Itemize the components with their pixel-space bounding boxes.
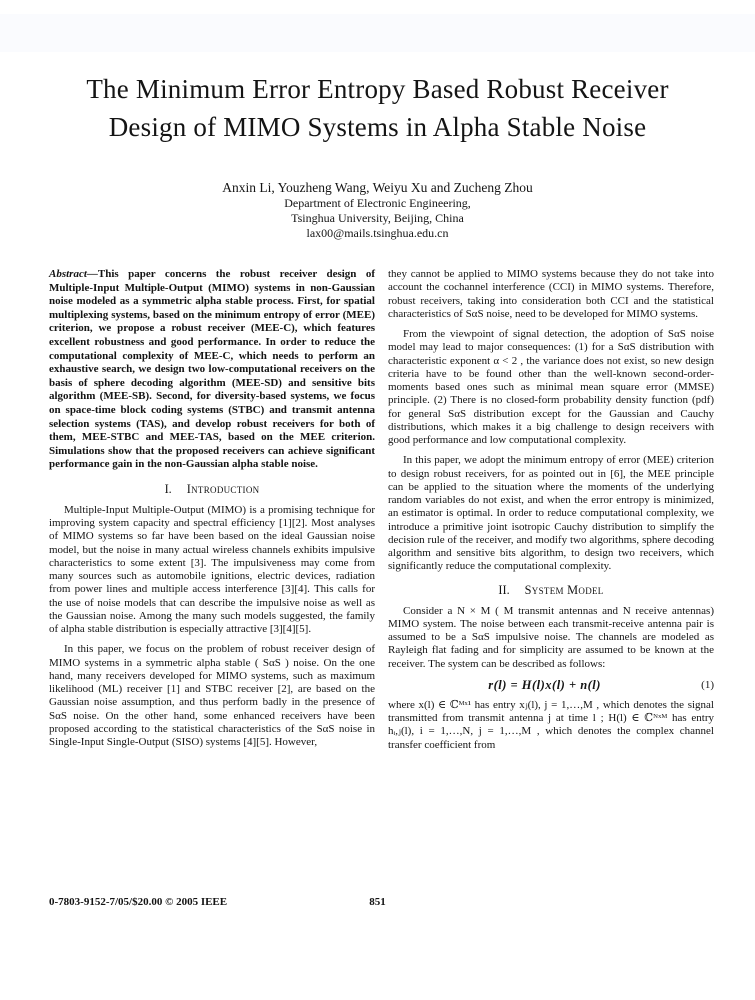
system-model-paragraph-2: where x(l) ∈ ℂᴹˣ¹ has entry xⱼ(l), j = 1,…,M , which denotes the signal transmitted from transmit antenna j at time l ; H(l) ∈ ℂᴺˣᴹ has entry hᵢ,ⱼ(l), i = 1,…,N, j = 1,…,M , which denotes the complex channel transfer coefficient from [388, 698, 714, 751]
page-number: 851 [369, 896, 386, 908]
equation-1-number: (1) [701, 679, 714, 692]
paper-title [50, 70, 705, 146]
equation-1-body: r(l) = H(l)x(l) + n(l) [488, 677, 601, 692]
section-title: Introduction [186, 481, 260, 496]
affiliation-department: Department of Electronic Engineering, [284, 196, 471, 210]
author-block [0, 179, 755, 241]
equation-1 [388, 678, 714, 693]
introduction-paragraph-3: From the viewpoint of signal detection, the adoption of SαS noise model may lead to major consequences: (1) for a SαS distribution with characteristic exponent α < 2 , the variance does not exist, so new design criteria have to be found other than the well-known second-order-moments based ones such as minimal mean square error (MMSE) principle. (2) There is no closed-form probability density function (pdf) for general SαS distribution except for the Gaussian and Cauchy distributions, which makes it a big challenge to design receivers with good performance and low computational complexity. [388, 328, 714, 446]
section-heading-introduction [49, 482, 375, 497]
introduction-paragraph-2-continued: they cannot be applied to MIMO systems because they do not take into account the cochannel interference (CCI) in MIMO systems. Therefore, robust receivers, taking into consideration both CCI and the statistical characteristics of SαS noise, need to be developed for MIMO systems. [388, 268, 714, 320]
paper-title-line1: The Minimum Error Entropy Based Robust Receiver [86, 74, 669, 104]
two-column-body [49, 268, 714, 759]
abstract-paragraph [49, 268, 375, 472]
section-title: System Model [524, 582, 604, 597]
authors-line: Anxin Li, Youzheng Wang, Weiyu Xu and Zucheng Zhou [222, 180, 533, 195]
abstract-text: This paper concerns the robust receiver design of Multiple-Input Multiple-Output (MIMO) systems in non-Gaussian noise modeled as a symmetric alpha stable process. First, for spatial multiplexing systems, based on the minimum entropy of error (MEE) criterion, we propose a robust receiver (MEE-C), which features excellent robustness and good performance. In order to reduce the computational complexity of MEE-C, which needs to perform an exhaustive search, we design two low-computational receivers on the basis of sphere decoding algorithm (MEE-SD) and sensitive bits algorithm (MEE-SB). Second, for diversity-based systems, we focus on space-time block coding systems (STBC) and transmit antenna selection systems (TAS), and develop robust receivers for both of them, MEE-STBC and MEE-TAS, based on the MEE criterion. Simulations show that the proposed receivers can achieve significant performance gain in the non-Gaussian alpha stable noise. [49, 268, 375, 471]
left-column [49, 268, 375, 759]
introduction-paragraph-4: In this paper, we adopt the minimum entropy of error (MEE) criterion to design robust receivers, for as pointed out in [6], the MEE principle can be applied to the situation where the moments of the underlying random variables do not exist, and when the error entropy is minimized, an estimator is optimal. In order to reduce computational complexity, we introduce a primitive joint isotropic Cauchy distribution to simplify the decision rule of the receiver, and modify two algorithms, sphere decoding algorithm and sensitive bits algorithm, to design two receivers, which significantly reduce the computational complexity. [388, 454, 714, 573]
contact-email: lax00@mails.tsinghua.edu.cn [306, 226, 449, 240]
abstract-label: Abstract [49, 268, 87, 280]
page-top-margin-band [0, 14, 755, 52]
section-heading-system-model [388, 583, 714, 598]
introduction-paragraph-1: Multiple-Input Multiple-Output (MIMO) is a promising technique for improving system capacity and spectral efficiency [1][2]. Most analyses of MIMO systems so far have been based on the ideal Gaussian noise model, but the noise in many actual wireless channels exhibits impulsive characteristics to some extent [3]. The impulsiveness may come from many sources such as automobile ignitions, electric devices, radiation from power lines and multiple access interference [3][4]. This calls for the use of noise models that can describe the impulsive noise as well as the Gaussian noise. Among the many such models suggested, the family of alpha stable distribution is especially attractive [3][4][5]. [49, 503, 375, 636]
section-number: II. [498, 582, 510, 597]
affiliation-university: Tsinghua University, Beijing, China [291, 211, 464, 225]
introduction-paragraph-2: In this paper, we focus on the problem of robust receiver design of MIMO systems in a symmetric alpha stable ( SαS ) noise. On the one hand, many receivers developed for MIMO systems, such as maximum likelihood (ML) receiver [1] and STBC receiver [2], are based on the Gaussian noise assumption, and thus perform badly in the presence of SαS noise. On the other hand, some enhanced receivers have been proposed according to the statistical characteristics of the SαS noise in Single-Input Single-Output (SISO) systems [4][5]. However, [49, 643, 375, 749]
right-column [388, 268, 714, 759]
copyright-notice: 0-7803-9152-7/05/$20.00 © 2005 IEEE [49, 896, 228, 908]
section-number: I. [164, 481, 172, 496]
paper-title-line2: Design of MIMO Systems in Alpha Stable Noise [108, 112, 647, 142]
system-model-paragraph-1: Consider a N × M ( M transmit antennas and N receive antennas) MIMO system. The noise between each transmit-receive antenna pair is assumed to be a SαS impulsive noise. The channels are modeled as Rayleigh flat fading and for simplicity are assumed to be known at the receiver. The system can be described as follows: [388, 604, 714, 670]
abstract-dash: — [86, 268, 98, 280]
